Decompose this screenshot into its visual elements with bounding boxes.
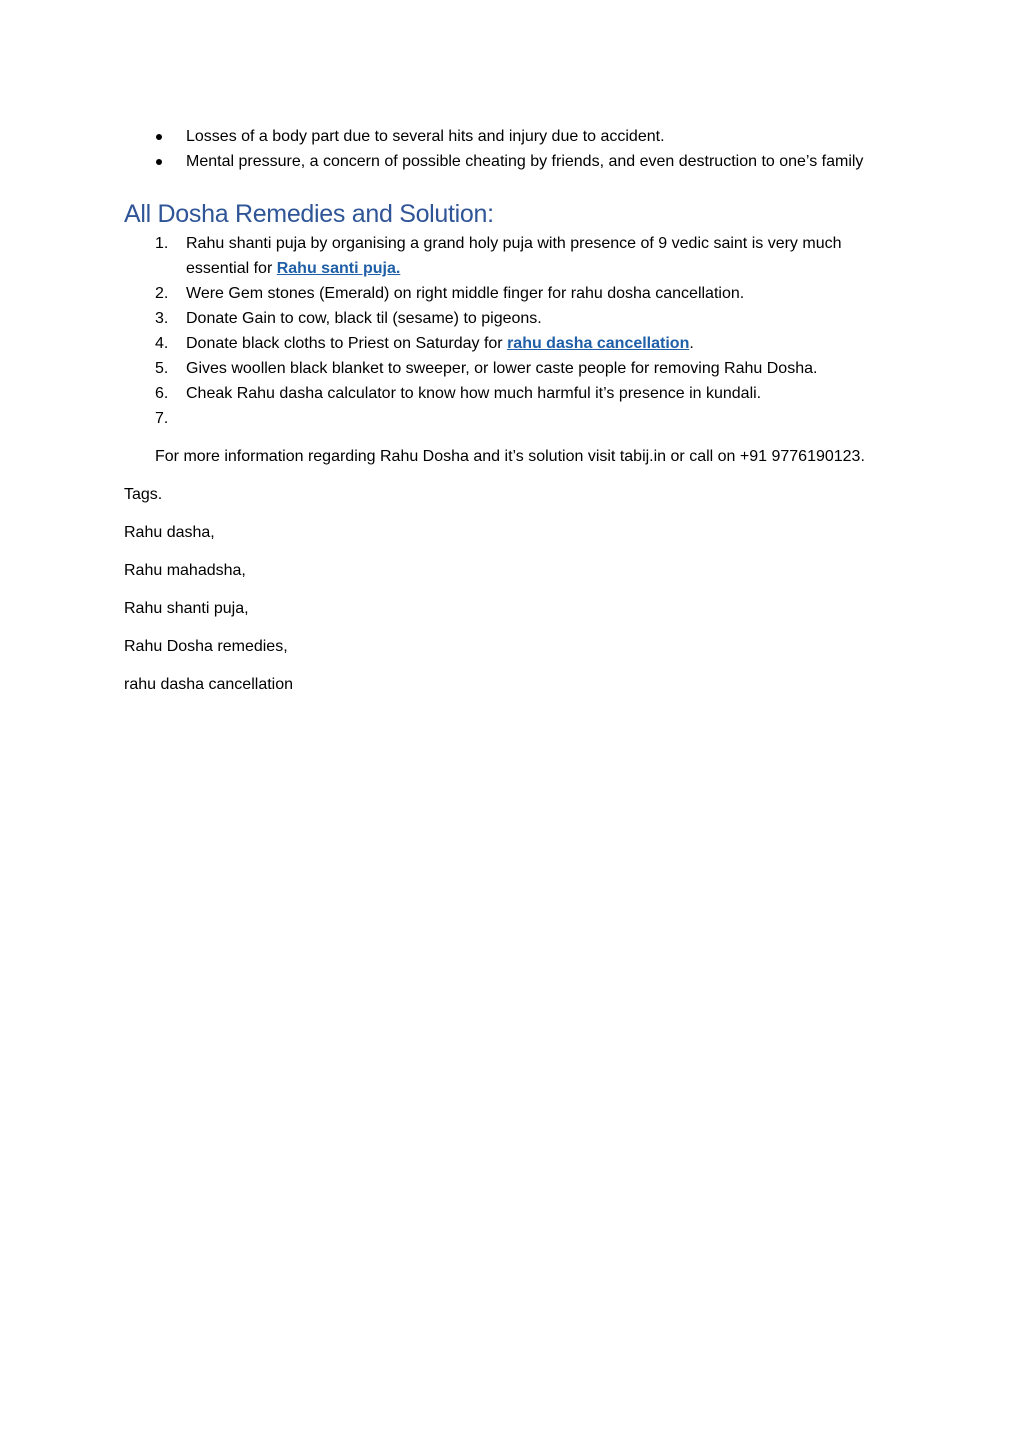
remedy-number: 4.: [155, 335, 169, 352]
remedy-text: Cheak Rahu dasha calculator to know how much harmful it’s presence in kundali.: [186, 385, 762, 402]
bullet-item: [186, 149, 904, 174]
tag-item: Rahu Dosha remedies,: [124, 638, 288, 655]
remedy-item: [155, 231, 904, 281]
remedy-text: [186, 410, 190, 427]
remedy-item: [155, 406, 904, 431]
remedy-text: Donate black cloths to Priest on Saturday for: [186, 335, 508, 352]
bullet-icon: [156, 134, 162, 140]
rahu-santi-puja-link[interactable]: Rahu santi puja.: [276, 260, 401, 277]
remedy-item: [155, 381, 904, 406]
page-content: [124, 124, 904, 697]
remedy-text: Rahu shanti puja by organising a grand holy puja with presence of 9 vedic saint is very much essential for: [186, 235, 842, 277]
tag-item: rahu dasha cancellation: [124, 676, 294, 693]
bullet-text: Losses of a body part due to several hits and injury due to accident.: [186, 128, 665, 145]
bullet-text: Mental pressure, a concern of possible cheating by friends, and even destruction to one’s family: [186, 153, 864, 170]
remedy-text: Gives woollen black blanket to sweeper, or lower caste people for removing Rahu Dosha.: [186, 360, 818, 377]
bullet-list: [124, 124, 904, 174]
remedy-text: Were Gem stones (Emerald) on right middle finger for rahu dosha cancellation.: [186, 285, 745, 302]
remedy-item: [155, 356, 904, 381]
rahu-dasha-cancellation-link[interactable]: rahu dasha cancellation: [507, 335, 690, 352]
remedy-text-after: .: [689, 335, 694, 352]
remedy-number: 3.: [155, 310, 169, 327]
remedy-number: 1.: [155, 235, 169, 252]
tags-label: Tags.: [124, 486, 163, 503]
remedy-number: 7.: [155, 410, 169, 427]
bullet-item: [186, 124, 904, 149]
remedies-list: [124, 231, 904, 431]
remedy-number: 5.: [155, 360, 169, 377]
remedy-item: [155, 331, 904, 356]
tag-item: Rahu shanti puja,: [124, 600, 249, 617]
remedy-item: [155, 306, 904, 331]
tag-item: Rahu dasha,: [124, 524, 215, 541]
remedy-text: Donate Gain to cow, black til (sesame) to pigeons.: [186, 310, 542, 327]
bullet-icon: [156, 159, 162, 165]
info-paragraph: For more information regarding Rahu Dosha and it’s solution visit tabij.in or call on +91 9776190123.: [155, 448, 865, 465]
tag-item: Rahu mahadsha,: [124, 562, 246, 579]
remedy-number: 2.: [155, 285, 169, 302]
section-heading: All Dosha Remedies and Solution:: [124, 200, 494, 228]
remedy-item: [155, 281, 904, 306]
remedy-number: 6.: [155, 385, 169, 402]
